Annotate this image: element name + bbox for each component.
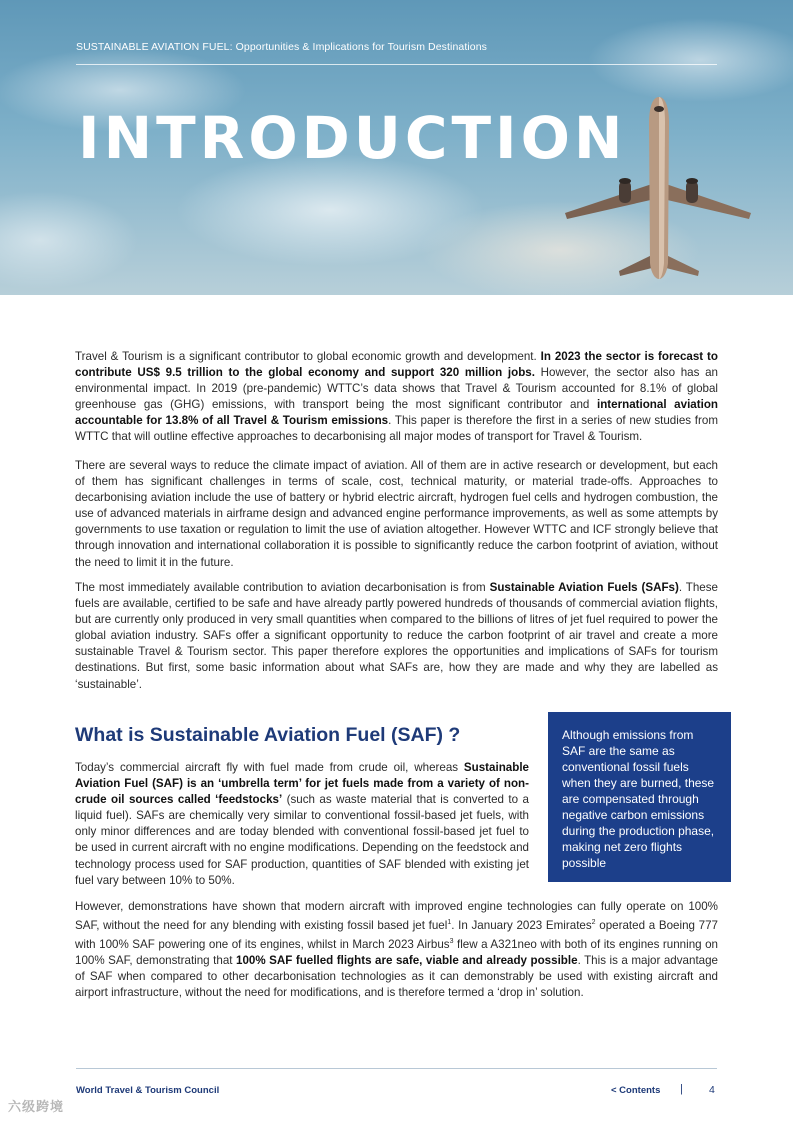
footnote-ref: 1: [447, 919, 452, 927]
footnote-ref: 3: [449, 938, 454, 946]
text-run: However, demonstrations have shown that modern aircraft with improved engine technologies can fully operate on 100% SAF, without the need for any blending with existing fossil based jet fuel: [75, 900, 718, 932]
text-run: However, the sector also has an environmental impact. In 2019 (pre-pandemic) WTTC’s data shows that Travel & Tourism accounted for 8.1% of global greenhouse gas (GHG) emissions, with transport being the most significant contributor and: [75, 366, 718, 412]
text-run: (such as waste material that is converted to a liquid fuel). SAFs are chemically very similar to conventional fossil-based jet fuels, with only minor differences and are today blended with conventional fossil-based jet fuel to be used in current aircraft with no engine modifications. Depending on the feedstock and technology process used for SAF production, quantities of SAF blended with existing jet fuel vary between 10% to 50%.: [75, 793, 529, 887]
hero-banner: [0, 0, 793, 295]
footer-separator: |: [680, 1083, 683, 1095]
intro-paragraph-1: [75, 349, 718, 446]
bold-text: 100% SAF fuelled flights are safe, viable and already possible: [236, 954, 578, 967]
section-heading: What is Sustainable Aviation Fuel (SAF) ?: [75, 724, 461, 746]
watermark-logo: 六级跨境: [8, 1099, 65, 1114]
text-run: . This is a major advantage of SAF when compared to other decarbonisation technologies as it can demonstrably be used with existing aircraft and airport infrastructure, without the need for modifications, and is therefore termed a ‘drop in’ solution.: [75, 954, 719, 1000]
bold-text: Sustainable Aviation Fuel (SAF) is an ‘umbrella term’ for jet fuels made from a variety of non-crude oil sources called ‘feedstocks’: [75, 761, 529, 807]
callout-box: [548, 712, 731, 882]
footer-org: World Travel & Tourism Council: [76, 1085, 220, 1096]
contents-link[interactable]: < Contents: [611, 1085, 661, 1096]
header-divider: [76, 64, 717, 65]
intro-paragraph-3: [75, 580, 718, 693]
footnote-ref: 2: [591, 919, 596, 927]
text-run: Today’s commercial aircraft fly with fuel made from crude oil, whereas: [75, 761, 464, 774]
page-number: 4: [709, 1084, 715, 1096]
text-run: operated a Boeing 777 with 100% SAF powering one of its engines, whilst in March 2023 Airbus: [75, 918, 718, 951]
intro-paragraph-2: [75, 458, 718, 571]
bold-text: international aviation accountable for 13.8% of all Travel & Tourism emissions: [75, 398, 718, 428]
saf-paragraph: [75, 760, 529, 889]
text-run: There are several ways to reduce the climate impact of aviation. All of them are in active research or development, but each of them has significant challenges in terms of scale, cost, technical maturity, or material trade-offs. Approaches to decarbonising aviation include the use of battery or hybrid electric aircraft, hydrogen fuel cells and hydrogen combustion, the use of advanced materials in airframe design and advanced engine performance improvements, as well as some attempts by governments to use taxation or regulation to limit the use of aviation altogether. However WTTC and ICF strongly believe that through innovation and international collaboration it is possible to significantly reduce the carbon footprint of aviation, without the need to limit it in the future.: [75, 459, 718, 569]
text-run: . This paper is therefore the first in a series of new studies from WTTC that will outline effective approaches to decarbonising all major modes of transport for Travel & Tourism.: [75, 414, 718, 444]
bold-text: In 2023 the sector is forecast to contribute US$ 9.5 trillion to the global economy and support 320 million jobs.: [75, 350, 718, 380]
footer-divider: [76, 1068, 717, 1069]
saf-paragraph-2: [75, 899, 718, 1001]
page-title: INTRODUCTION: [78, 104, 627, 172]
text-run: The most immediately available contribution to aviation decarbonisation is from: [75, 581, 490, 594]
text-run: flew a A321neo with both of its engines running on 100% SAF, demonstrating that: [75, 937, 719, 967]
bold-text: Sustainable Aviation Fuels (SAFs): [489, 581, 679, 594]
text-run: Travel & Tourism is a significant contributor to global economic growth and development.: [75, 350, 541, 363]
text-run: . In January 2023 Emirates: [451, 918, 592, 932]
callout-text: Although emissions from SAF are the same as conventional fossil fuels when they are burned, these are compensated through negative carbon emissions during the production phase, making net zero flights possible: [562, 728, 715, 870]
text-run: . These fuels are available, certified to be safe and have already partly powered hundreds of thousands of commercial aviation flights, but are currently only produced in very small quantities when compared to the billions of litres of jet fuel required to power the global aviation industry. SAFs offer a significant opportunity to reduce the carbon footprint of air travel and create a more sustainable Travel & Tourism sector. This paper therefore explores the opportunities and implications of SAFs for tourism destinations. But first, some basic information about what SAFs are, how they are made and why they are labelled as ‘sustainable’.: [75, 581, 718, 691]
airplane-image: [563, 95, 753, 280]
running-header: SUSTAINABLE AVIATION FUEL: Opportunities & Implications for Tourism Destinations: [76, 41, 488, 53]
